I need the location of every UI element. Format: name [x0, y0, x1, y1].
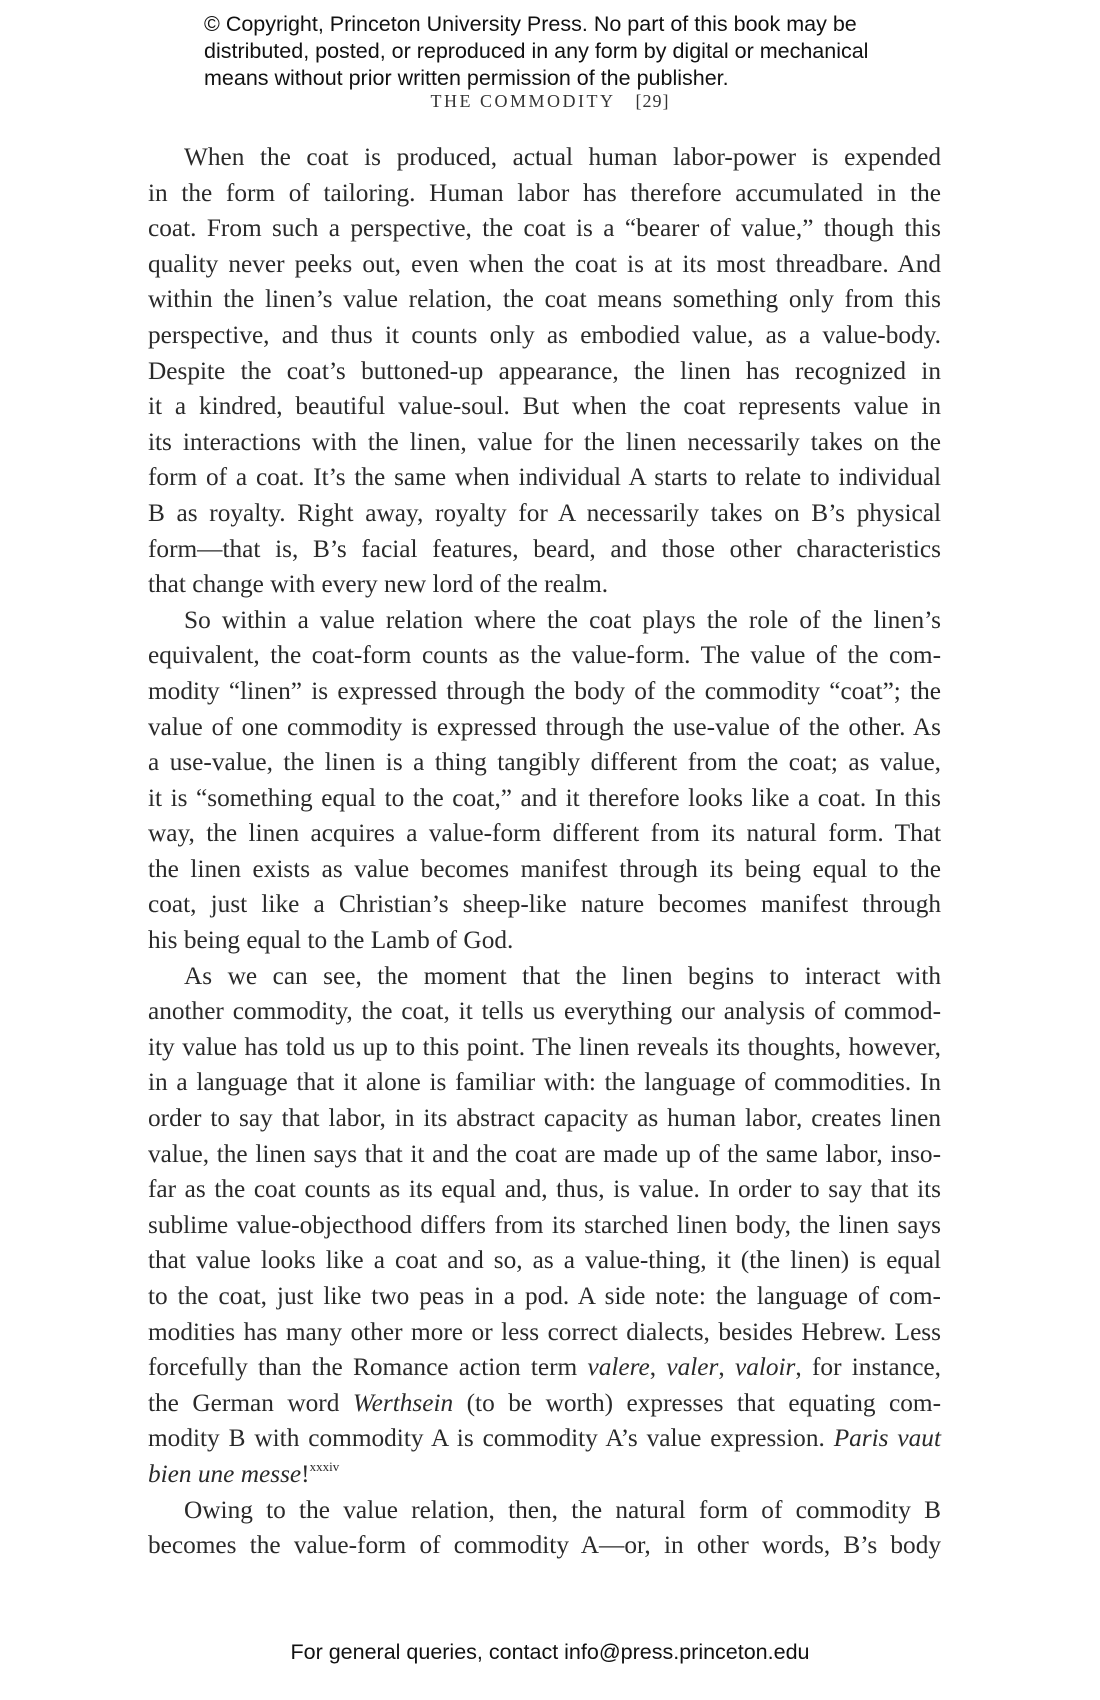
text-line: it is “something equal to the coat,” and it therefore looks like a coat. In this [148, 783, 941, 812]
text-line: Despite the coat’s buttoned-up appearance, the linen has recognized in [148, 356, 941, 385]
text-line: becomes the value-form of commodity A—or, in other words, B’s body [148, 1531, 941, 1560]
copyright-notice [204, 11, 964, 92]
text-line: its interactions with the linen, value for the linen necessarily takes on the [148, 427, 941, 456]
text-line: B as royalty. Right away, royalty for A necessarily takes on B’s physical [148, 498, 941, 527]
text-line: within the linen’s value relation, the coat means something only from this [148, 285, 941, 314]
copyright-line: distributed, posted, or reproduced in any form by digital or mechanical [204, 39, 869, 63]
text-line [148, 1421, 941, 1457]
text-run: the German word [148, 1388, 353, 1417]
text-line: in a language that it alone is familiar with: the language of commodities. In [148, 1068, 941, 1097]
text-line [148, 1457, 941, 1493]
text-line: that value looks like a coat and so, as a value-thing, it (the linen) is equal [148, 1246, 941, 1275]
italic-term: valer [666, 1353, 719, 1382]
italic-term: bien une messe [148, 1459, 302, 1488]
text-line: it a kindred, beautiful value-soul. But when the coat represents value in [148, 392, 941, 421]
text-line: the linen exists as value becomes manifest through its being equal to the [148, 854, 941, 883]
body-text [148, 140, 941, 1564]
text-run: modity B with commodity A is commodity A’s value expression. [148, 1424, 834, 1453]
italic-term: Werthsein [352, 1388, 454, 1417]
text-line: So within a value relation where the coat plays the role of the linen’s [184, 605, 941, 634]
text-line: coat. From such a perspective, the coat is a “bearer of value,” though this [148, 214, 941, 243]
text-run: forcefully than the Romance action term [148, 1353, 588, 1382]
text-line: form—that is, B’s facial features, beard, and those other characteristics [148, 534, 941, 563]
italic-term: Paris vaut [833, 1424, 941, 1453]
copyright-line: means without prior written permission of the publisher. [204, 66, 729, 90]
text-line: order to say that labor, in its abstract capacity as human labor, creates linen [148, 1104, 941, 1133]
copyright-line: © Copyright, Princeton University Press. No part of this book may be [204, 12, 857, 36]
page-number: [29] [635, 91, 670, 111]
text-line: his being equal to the Lamb of God. [148, 926, 514, 955]
text-run: (to be worth) expresses that equating com- [453, 1388, 941, 1417]
chapter-title: THE COMMODITY [430, 91, 616, 111]
text-line: value of one commodity is expressed through the use-value of the other. As [148, 712, 941, 741]
text-line: way, the linen acquires a value-form different from its natural form. That [148, 819, 941, 848]
text-line: perspective, and thus it counts only as embodied value, as a value-body. [148, 320, 941, 349]
text-line: equivalent, the coat-form counts as the value-form. The value of the com- [148, 641, 941, 670]
text-line: in the form of tailoring. Human labor has therefore accumulated in the [148, 178, 941, 207]
text-line: modity “linen” is expressed through the body of the commodity “coat”; the [148, 676, 941, 705]
italic-term: valere [587, 1353, 650, 1382]
endnote-marker[interactable]: xxxiv [309, 1458, 340, 1474]
text-line: As we can see, the moment that the linen begins to interact with [184, 961, 941, 990]
text-line: Owing to the value relation, then, the natural form of commodity B [184, 1495, 941, 1524]
text-run: , for instance, [795, 1353, 941, 1382]
text-line: modities has many other more or less correct dialects, besides Hebrew. Less [148, 1317, 941, 1346]
text-run: ! [301, 1459, 310, 1488]
text-line: to the coat, just like two peas in a pod. A side note: the language of com- [148, 1282, 941, 1310]
text-line [148, 1386, 941, 1422]
text-run: , [649, 1353, 667, 1382]
text-line: a use-value, the linen is a thing tangibly different from the coat; as value, [148, 748, 941, 777]
text-line [148, 1350, 941, 1386]
text-line: far as the coat counts as its equal and, thus, is value. In order to say that its [148, 1175, 941, 1204]
running-head [0, 91, 1100, 112]
text-line: value, the linen says that it and the coat are made up of the same labor, inso- [148, 1139, 941, 1168]
text-line: quality never peeks out, even when the coat is at its most threadbare. And [148, 249, 941, 278]
text-line: sublime value-objecthood differs from its starched linen body, the linen says [148, 1210, 941, 1239]
text-line: another commodity, the coat, it tells us everything our analysis of commod- [148, 997, 941, 1026]
text-line: When the coat is produced, actual human labor-power is expended [184, 143, 941, 171]
italic-term: valoir [734, 1353, 796, 1382]
text-line: form of a coat. It’s the same when individual A starts to relate to individual [148, 463, 941, 492]
text-line: coat, just like a Christian’s sheep-like nature becomes manifest through [148, 890, 941, 919]
text-line: ity value has told us up to this point. The linen reveals its thoughts, however, [148, 1032, 941, 1061]
text-line: that change with every new lord of the realm. [148, 570, 609, 599]
footer-contact: For general queries, contact info@press.princeton.edu [290, 1640, 810, 1664]
text-run: , [718, 1353, 735, 1382]
